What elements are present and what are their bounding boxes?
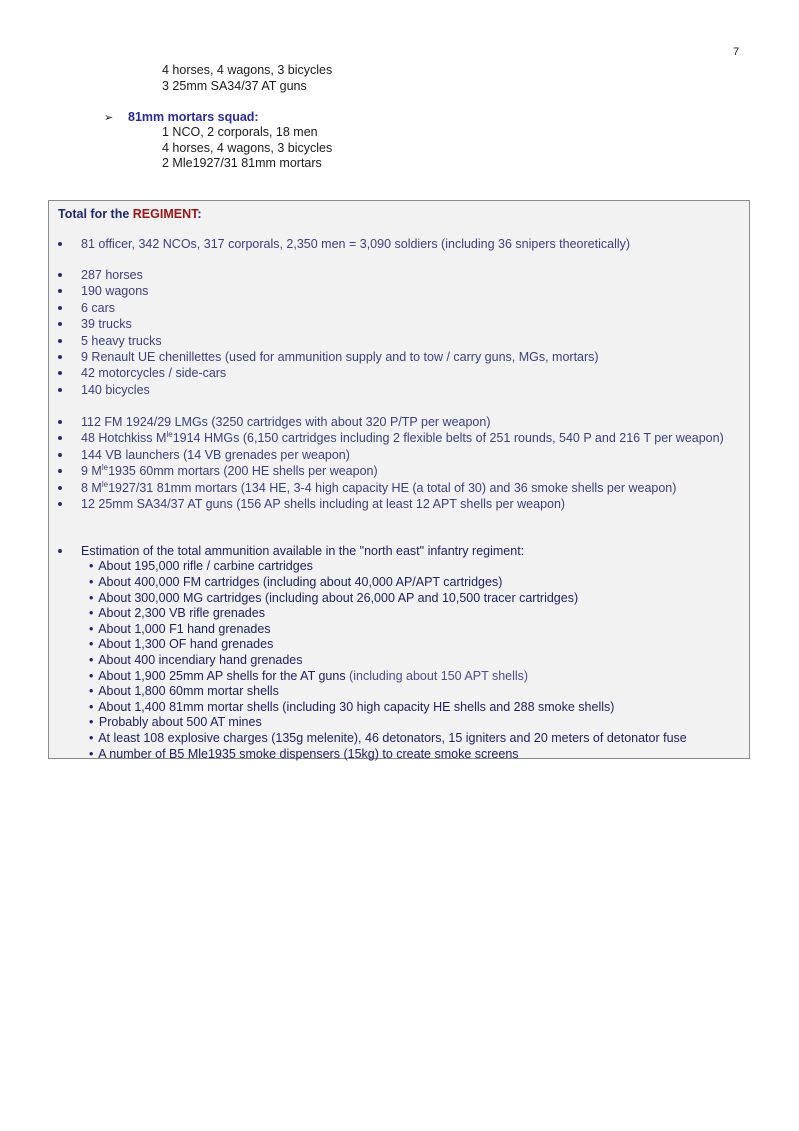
ammo-item: • About 1,000 F1 hand grenades bbox=[89, 621, 271, 636]
list-item: 42 motorcycles / side-cars bbox=[49, 365, 749, 381]
list-item: 140 bicycles bbox=[49, 382, 749, 398]
ammo-item: • About 2,300 VB rifle grenades bbox=[89, 606, 265, 621]
page-number: 7 bbox=[733, 46, 740, 58]
ammo-item: • A number of B5 Mle1935 smoke dispensers (15kg) to create smoke screens bbox=[89, 746, 519, 761]
bullet-icon bbox=[49, 496, 81, 512]
list-item bbox=[49, 236, 749, 252]
ammo-item: • About 400,000 FM cartridges (including about 40,000 AP/APT cartridges) bbox=[89, 575, 503, 589]
squad-line: 4 horses, 4 wagons, 3 bicycles bbox=[162, 140, 333, 155]
bullet-icon bbox=[49, 414, 81, 430]
vehicles-group bbox=[49, 267, 749, 398]
squad-line: 2 Mle1927/31 81mm mortars bbox=[162, 156, 322, 171]
regiment-total-box bbox=[48, 200, 750, 759]
soldiers-group bbox=[49, 236, 749, 252]
bullet-icon bbox=[49, 349, 81, 365]
bullet-icon bbox=[49, 447, 81, 463]
list-item: 48 Hotchkiss $M^{le}1914$ HMGs (6,150 cartridges including 2 flexible belts of 251 rounds, 540 P and 216 T per weapon) bbox=[49, 430, 749, 446]
regiment-accent: REGIMENT bbox=[132, 207, 198, 221]
ammo-item: • Probably about 500 AT mines bbox=[89, 715, 262, 730]
ammo-item: • About 1,300 OF hand grenades bbox=[89, 637, 274, 652]
ammo-item: • About 400 incendiary hand grenades bbox=[89, 652, 303, 667]
ammo-item: • About 1,400 81mm mortar shells (including 30 high capacity HE shells and 288 smoke shells) bbox=[89, 699, 615, 714]
bullet-icon bbox=[49, 333, 81, 349]
list-item: Estimation of the total ammunition available in the "north east" infantry regiment: bbox=[49, 543, 749, 559]
bullet-icon bbox=[49, 382, 81, 398]
ammunition-group bbox=[49, 543, 749, 762]
bullet-icon bbox=[49, 300, 81, 316]
ammo-item: • About 1,800 60mm mortar shells bbox=[89, 684, 279, 699]
list-item: 8 $M^{le}1927/31$ 81mm mortars (134 HE, 3-4 high capacity HE (a total of 30) and 36 smoke shells per weapon) bbox=[49, 480, 749, 496]
squad-lines bbox=[162, 125, 332, 172]
bullet-icon bbox=[49, 463, 81, 479]
ammo-item: • About 1,900 25mm AP shells for the AT guns (including about 150 APT shells) bbox=[89, 668, 529, 683]
top-line: 3 25mm SA34/37 AT guns bbox=[162, 78, 307, 93]
list-item: 39 trucks bbox=[49, 316, 749, 332]
ammo-item: • About 195,000 rifle / carbine cartridges bbox=[89, 559, 313, 574]
list-item: 9 $M^{le}1935$ 60mm mortars (200 HE shells per weapon) bbox=[49, 463, 749, 479]
top-lines bbox=[162, 63, 332, 94]
list-item: 6 cars bbox=[49, 300, 749, 316]
squad-title: 81mm mortars squad: bbox=[128, 110, 259, 124]
list-item: 144 VB launchers (14 VB grenades per weapon) bbox=[49, 447, 749, 463]
mortar-squad bbox=[104, 109, 332, 172]
list-item: 9 Renault UE chenillettes (used for ammunition supply and to tow / carry guns, MGs, mortars) bbox=[49, 349, 749, 365]
bullet-icon bbox=[49, 430, 81, 446]
bullet-icon bbox=[49, 283, 81, 299]
bullet-icon bbox=[49, 236, 81, 252]
list-item: 190 wagons bbox=[49, 283, 749, 299]
bullet-icon bbox=[49, 543, 81, 559]
squad-heading bbox=[104, 109, 332, 125]
soldiers-total: 81 officer, 342 NCOs, 317 corporals, 2,350 men = 3,090 soldiers (including 36 snipers theoretically) bbox=[81, 237, 631, 251]
bullet-icon bbox=[49, 365, 81, 381]
list-item: 287 horses bbox=[49, 267, 749, 283]
list-item: 5 heavy trucks bbox=[49, 333, 749, 349]
total-title: Total for the REGIMENT: bbox=[58, 207, 202, 221]
top-line: 4 horses, 4 wagons, 3 bicycles bbox=[162, 63, 333, 77]
arrow-bullet-icon: ➢ bbox=[104, 111, 114, 124]
squad-line: 1 NCO, 2 corporals, 18 men bbox=[162, 125, 318, 139]
list-item: 12 25mm SA34/37 AT guns (156 AP shells including at least 12 APT shells per weapon) bbox=[49, 496, 749, 512]
ammo-item: • At least 108 explosive charges (135g melenite), 46 detonators, 15 igniters and 20 meters of detonator fuse bbox=[89, 730, 687, 745]
bullet-icon bbox=[49, 480, 81, 496]
bullet-icon bbox=[49, 316, 81, 332]
bullet-icon bbox=[49, 267, 81, 283]
ammo-item: • About 300,000 MG cartridges (including about 26,000 AP and 10,500 tracer cartridges) bbox=[89, 590, 579, 605]
weapons-group bbox=[49, 414, 749, 512]
list-item: 112 FM 1924/29 LMGs (3250 cartridges with about 320 P/TP per weapon) bbox=[49, 414, 749, 430]
